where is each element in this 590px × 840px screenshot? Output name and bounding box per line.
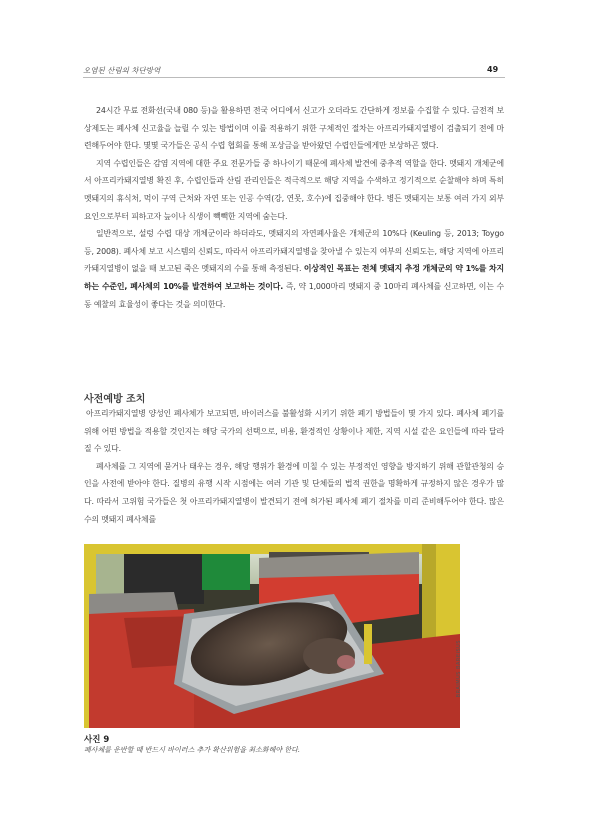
page-number: 49 xyxy=(487,65,499,74)
photo-credit: BRAIMUS BAREISUS xyxy=(456,640,462,698)
figure-photo xyxy=(84,544,460,728)
paragraph-3-bold: 이상적인 목표는 전체 멧돼지 추정 개체군의 약 1%를 차지하는 수준인, 폐사체의 10%를 발견하여 보고하는 것이다. xyxy=(84,264,504,291)
section-title: 사전예방 조치 xyxy=(84,394,146,405)
caption-title: 사진 9 xyxy=(84,735,110,745)
running-title: 오염된 산림의 차단방역 xyxy=(83,66,161,75)
paragraph-3 xyxy=(84,225,504,313)
paragraph-3-post: 즉, 약 1,000마리 멧돼지 중 10마리 폐사체를 신고하면, 이는 수동 예찰의 효율성이 좋다는 것을 의미한다. xyxy=(84,281,504,309)
caption-text: 폐사체를 운반할 때 반드시 바이러스 추가 확산위험을 최소화해야 한다. xyxy=(84,746,301,754)
section-paragraph-2: 폐사체를 그 지역에 묻거나 태우는 경우, 해당 행위가 환경에 미칠 수 있는 부정적인 영향을 방지하기 위해 관할관청의 승인을 사전에 받아야 한다. 질병의 유행 시작 시점에는 여러 기관 및 단체들의 법적 권한을 명확하게 규정하지 않은 경우가 많다. 따라서 고위험 국가들은 첫 아프리카돼지열병이 발견되기 전에 허가된 폐사체 폐기 절차를 미리 준비해두어야 한다. 많은 수의 멧돼지 폐사체를 xyxy=(84,461,504,524)
header-divider xyxy=(83,77,505,78)
section-paragraph-1: 아프리카돼지열병 양성인 폐사체가 보고되면, 바이러스를 불활성화 시키기 위한 폐기 방법들이 몇 가지 있다. 폐사체 폐기를 위해 어떤 방법을 적용할 것인지는 해당 국가의 선택으로, 비용, 환경적인 상황이나 제한, 지역 시설 같은 요인들에 따라 달라질 수 있다. xyxy=(84,409,504,454)
paragraph-1: 24시간 무료 전화선(국내 080 등)을 활용하면 전국 어디에서 신고가 오더라도 간단하게 정보를 수집할 수 있다. 금전적 보상제도는 폐사체 신고율을 늘릴 수 있는 방법이며 이를 적용하기 위한 구체적인 절차는 아프리카돼지열병이 검출되기 전에 마련해두어야 한다. 몇몇 국가들은 공식 수렵 협회를 통해 포상금을 받아왔던 수렵인들에게만 보상하곤 했다. xyxy=(84,106,504,151)
paragraph-3-pre: 일반적으로, 설렁 수렵 대상 개체군이라 하더라도, 멧돼지의 자연폐사율은 개체군의 10%다 (Keuling 등, 2013; Toygo 등, 2008). 폐사체 보고 시스템의 신뢰도, 따라서 아프리카돼지열병을 찾아낼 수 있는지 여부의 신뢰도는, 해당 지역에 아프리카돼지열병이 없을 때 보고된 죽은 멧돼지의 수를 통해 측정된다. xyxy=(84,229,504,274)
body-text-top xyxy=(84,102,504,313)
body-text-section xyxy=(84,405,504,528)
paragraph-2: 지역 수렵인들은 감염 지역에 대한 주요 전문가들 중 하나이기 때문에 폐사체 발견에 중추적 역할을 한다. 멧돼지 개체군에서 아프리카돼지열병 확진 후, 수렵인들과 산림 관리인들은 적극적으로 해당 지역을 수색하고 정기적으로 순찰해야 하며 특히 멧돼지의 휴식처, 먹이 구역 근처와 자연 또는 인공 수역(강, 연못, 호수)에 집중해야 한다. 병든 멧돼지는 보통 여러 가지 외부요인으로부터 피하고자 늪이나 식생이 빽빽한 지역에 숨는다. xyxy=(84,158,504,221)
